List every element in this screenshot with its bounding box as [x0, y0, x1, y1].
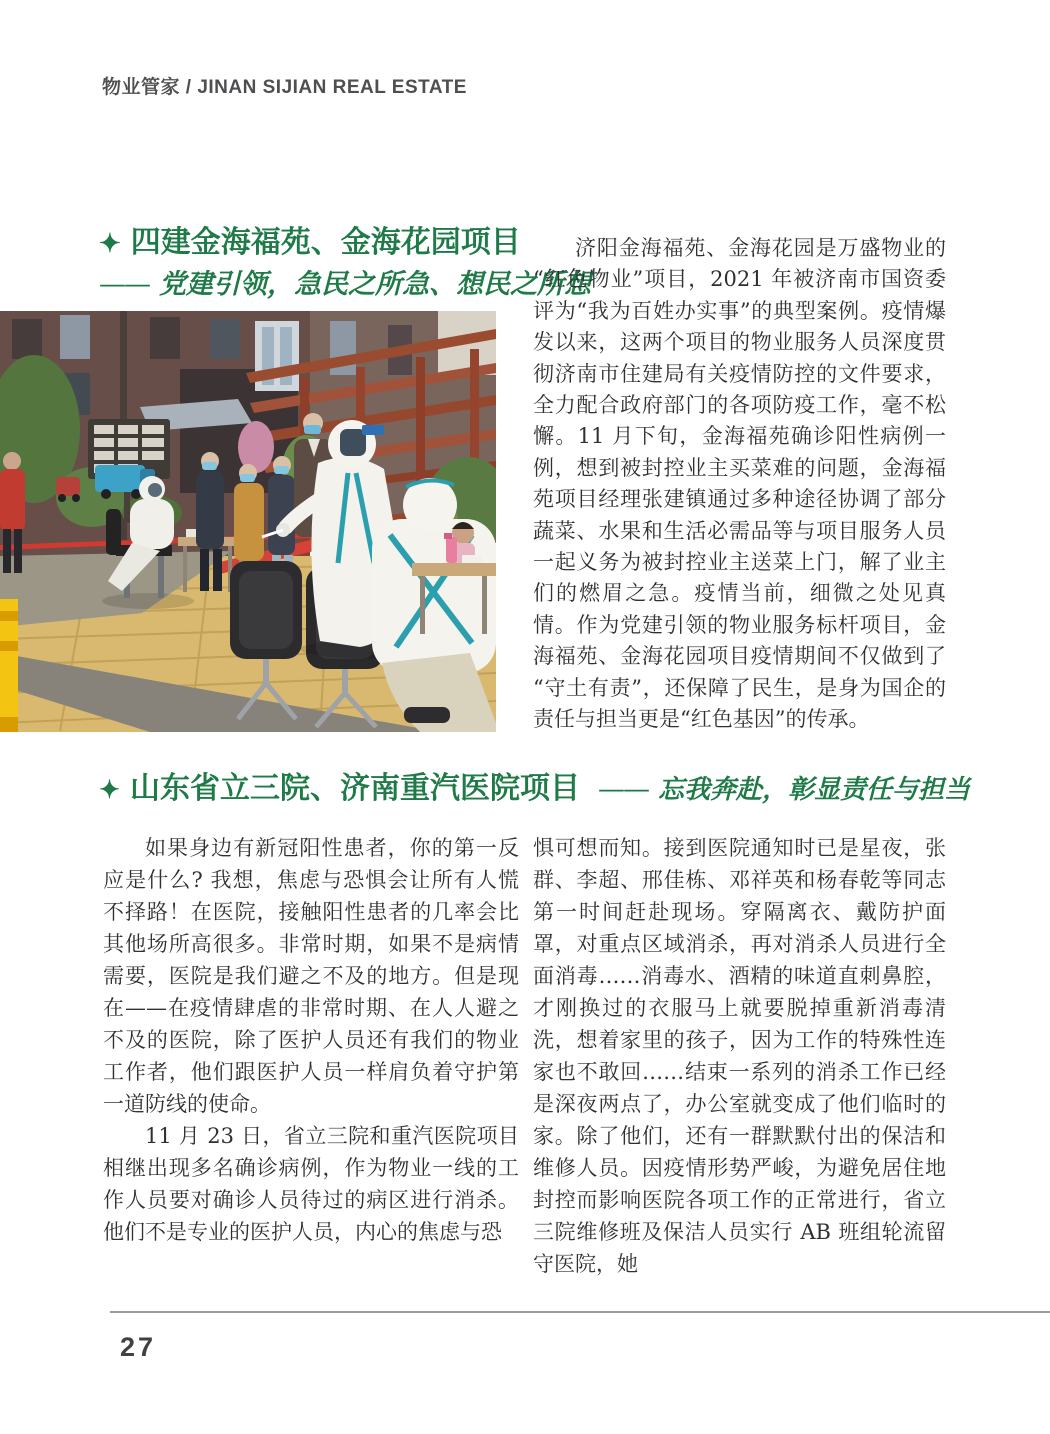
- diamond-icon: ✦: [99, 228, 121, 258]
- diamond-icon: ✦: [99, 776, 120, 804]
- em-dash: ——: [597, 774, 648, 805]
- section2-left-column: [103, 832, 519, 1248]
- page-number: 27: [120, 1332, 157, 1362]
- section2-paragraph-2: 11 月 23 日，省立三院和重汽医院项目相继出现多名确诊病例，作为物业一线的工作人员要对确诊人员待过的病区进行消杀。他们不是专业的医护人员，内心的焦虑与恐: [103, 1124, 519, 1244]
- section1-subtitle-text: 党建引领，急民之所急、想民之所想: [159, 269, 591, 300]
- section2-title-text: 山东省立三院、济南重汽医院项目: [129, 772, 580, 805]
- section2-right-column: [533, 832, 946, 1280]
- section2-subtitle-text: 忘我奔赴，彰显责任与担当: [657, 775, 970, 805]
- section1-subtitle: [99, 268, 591, 302]
- section1-title: [99, 226, 521, 260]
- section1-title-text: 四建金海福苑、金海花园项目: [130, 226, 521, 259]
- footer-rule: [110, 1311, 1050, 1313]
- section2-title: [99, 763, 970, 807]
- section2-paragraph-3: 惧可想而知。接到医院通知时已是星夜，张群、李超、邢佳栋、邓祥英和杨春乾等同志第一时间赶赴现场。穿隔离衣、戴防护面罩，对重点区域消杀，再对消杀人员进行全面消毒……消毒水、酒精的味道直刺鼻腔，才刚换过的衣服马上就要脱掉重新消毒清洗，想着家里的孩子，因为工作的特殊性连家也不敢回……结束一系列的消杀工作已经是深夜两点了，办公室就变成了他们临时的家。除了他们，还有一群默默付出的保洁和维修人员。因疫情形势严峻，为避免居住地封控而影响医院各项工作的正常进行，省立三院维修班及保洁人员实行 AB 班组轮流留守医院，她: [533, 836, 946, 1276]
- section1-body-column: [533, 233, 946, 736]
- em-dash: ——: [99, 269, 149, 300]
- covid-testing-photo: [0, 311, 496, 732]
- masthead-brand: 物业管家 / JINAN SIJIAN REAL ESTATE: [102, 77, 467, 98]
- section2-paragraph-1: 如果身边有新冠阳性患者，你的第一反应是什么? 我想，焦虑与恐惧会让所有人慌不择路！在医院，接触阳性患者的几率会比其他场所高很多。非常时期，如果不是病情需要，医院是我们避之不及的地方。但是现在——在疫情肆虐的非常时期、在人人避之不及的医院，除了医护人员还有我们的物业工作者，他们跟医护人员一样肩负着守护第一道防线的使命。: [103, 836, 519, 1116]
- caution-sign: [0, 599, 18, 732]
- section1-paragraph: 济阳金海福苑、金海花园是万盛物业的“红色物业”项目，2021 年被济南市国资委评为“我为百姓办实事”的典型案例。疫情爆发以来，这两个项目的物业服务人员深度贯彻济南市住建局有关疫情防控的文件要求，全力配合政府部门的各项防疫工作，毫不松懈。11 月下旬，金海福苑确诊阳性病例一例，想到被封控业主买菜难的问题，金海福苑项目经理张建镇通过多种途径协调了部分蔬菜、水果和生活必需品等与项目服务人员一起义务为被封控业主送菜上门，解了业主们的燃眉之急。疫情当前，细微之处见真情。作为党建引领的物业服务标杆项目，金海福苑、金海花园项目疫情期间不仅做到了“守土有责”，还保障了民生，是身为国企的责任与担当更是“红色基因”的传承。: [533, 236, 946, 732]
